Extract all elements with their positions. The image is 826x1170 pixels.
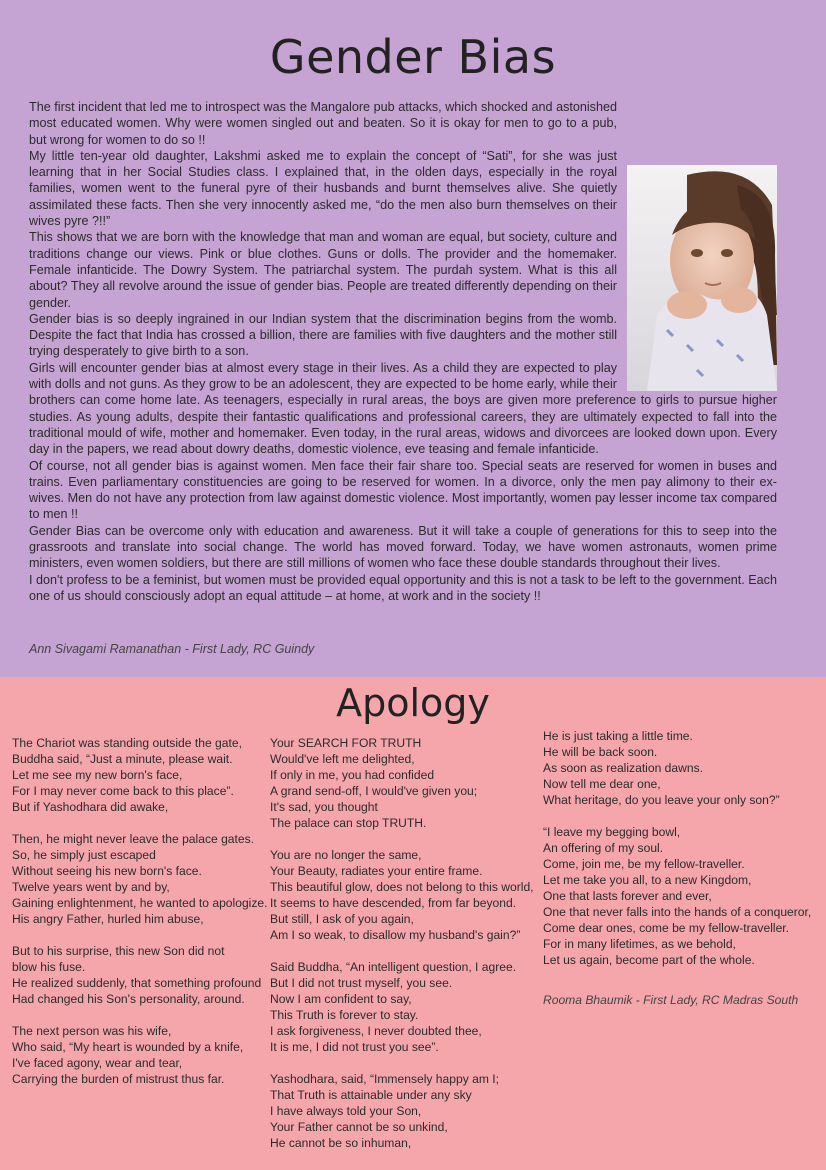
poem-line: He cannot be so inhuman, <box>270 1136 412 1150</box>
poem-line: Let me take you all, to a new Kingdom, <box>543 873 752 887</box>
poem-line: Your Father cannot be so unkind, <box>270 1120 448 1134</box>
poem-line: Let us again, become part of the whole. <box>543 953 755 967</box>
article-paragraph: Of course, not all gender bias is against women. Men face their fair share too. Special seats are reserved for women in buses and trains. Even parliamentary constituencies are going to be reserved for women. In a divorce, only the men pay alimony to their ex-wives. Men do not have any protection from law against domestic violence. Most importantly, women pay lesser income tax compared to men !! <box>29 458 777 522</box>
poem-line: Buddha said, “Just a minute, please wait. <box>12 752 233 766</box>
poem-line: Come, join me, be my fellow-traveller. <box>543 857 745 871</box>
poem-line: For I may never come back to this place”. <box>12 784 234 798</box>
poem-line: “I leave my begging bowl, <box>543 825 681 839</box>
poem-line: Now I am confident to say, <box>270 992 412 1006</box>
poem-line: Carrying the burden of mistrust thus far. <box>12 1072 225 1086</box>
poem-line: Your SEARCH FOR TRUTH <box>270 736 422 750</box>
poem-stanza <box>270 1071 540 1151</box>
poem-stanza <box>12 1023 272 1087</box>
poem-line: If only in me, you had confided <box>270 768 435 782</box>
poem-line: For in many lifetimes, as we behold, <box>543 937 736 951</box>
poem-line: Yashodhara, said, “Immensely happy am I; <box>270 1072 499 1086</box>
poem-line: Gaining enlightenment, he wanted to apologize. <box>12 896 268 910</box>
poem-stanza <box>12 735 272 815</box>
poem-line: Am I so weak, to disallow my husband's gain?” <box>270 928 521 942</box>
poem-line: But still, I ask of you again, <box>270 912 414 926</box>
article-paragraph: Gender bias is so deeply ingrained in our Indian system that the discrimination begins from the womb. Despite the fact that India has crossed a billion, there are families with five daughters and the mother still trying desperately to give birth to a son. <box>29 311 617 359</box>
article-paragraph: The first incident that led me to introspect was the Mangalore pub attacks, which shocked and astonished most educated women. Why were women singled out and beaten. So it is okay for men to go to a pub, but wrong for women to do so !! <box>29 100 617 147</box>
poem-line: Twelve years went by and by, <box>12 880 170 894</box>
article-paragraph: Gender Bias can be overcome only with education and awareness. But it will take a couple of generations for this to seep into the grassroots and translate into social change. The world has moved forward. Today, we have women astronauts, women prime ministers, even women soldiers, but there are still millions of women who face these double standards throughout their lives. <box>29 523 777 571</box>
poem-stanza <box>543 824 813 968</box>
poem-line: Said Buddha, “An intelligent question, I agree. <box>270 960 517 974</box>
poem-line: Would've left me delighted, <box>270 752 415 766</box>
poem-line: Then, he might never leave the palace gates. <box>12 832 255 846</box>
article-title: Gender Bias <box>269 30 557 84</box>
poem-line: Without seeing his new born's face. <box>12 864 202 878</box>
poem-line: He is just taking a little time. <box>543 729 693 743</box>
poem-line: The next person was his wife, <box>12 1024 172 1038</box>
poem-line: It is me, I did not trust you see”. <box>270 1040 439 1054</box>
poem-title: Apology <box>336 681 490 725</box>
poem-line: I've faced agony, wear and tear, <box>12 1056 183 1070</box>
article-paragraph: This shows that we are born with the knowledge that man and woman are equal, but society, culture and traditions change our views. Pink or blue clothes. Guns or dolls. The provider and the homemaker. Female infanticide. The Dowry System. The patriarchal system. The purdah system. What is this all about? They all revolve around the issue of gender bias. People are treated differently depending on their gender. <box>29 230 617 310</box>
poem-line: This beautiful glow, does not belong to this world, <box>270 880 534 894</box>
poem-line: He will be back soon. <box>543 745 658 759</box>
poem-line: Let me see my new born's face, <box>12 768 183 782</box>
poem-line: Who said, “My heart is wounded by a knife, <box>12 1040 244 1054</box>
poem-stanza <box>12 831 272 927</box>
poem-column-2 <box>270 735 540 1167</box>
poem-line: An offering of my soul. <box>543 841 664 855</box>
article-paragraph: My little ten-year old daughter, Lakshmi asked me to explain the concept of “Sati”, for she was just learning that in her Social Studies class. I explained that, in the olden days, especially in the royal families, women went to the funeral pyre of their husbands and burnt themselves alive. She quietly assimilated these facts. Then she very innocently asked me, “do the men also burn themselves on their wives pyre ?!!” <box>29 148 617 229</box>
poem-line: But I did not trust myself, you see. <box>270 976 453 990</box>
article-paragraph: Girls will encounter gender bias at almost every stage in their lives. As a child they are expected to play with dolls and not guns. As they grow to be an adolescent, they are expected to be home early, while their brothers can come home late. As teenagers, especially in rural areas, the boys are given more preference to girls to pursue higher studies. As young adults, despite their fantastic qualifications and professional careers, they are ultimately expected to fall into the traditional mould of wife, mother and homemaker. Even today, in the rural areas, widows and divorcees are looked down upon. Every day in the papers, we read about dowry deaths, domestic violence, eve teasing and female infanticide. <box>29 360 777 457</box>
poem-line: Had changed his Son's personality, around. <box>12 992 245 1006</box>
poem-line: He realized suddenly, that something profound <box>12 976 262 990</box>
article-paragraph: I don't profess to be a feminist, but women must be provided equal opportunity and this is not a task to be left to the government. Each one of us should consciously adopt an equal attitude – at home, at work and in the society !! <box>29 572 777 603</box>
poem-line: The palace can stop TRUTH. <box>270 816 427 830</box>
poem-line: Come dear ones, come be my fellow-traveller. <box>543 921 790 935</box>
girl-photo <box>627 165 777 391</box>
article-author: Ann Sivagami Ramanathan - First Lady, RC Guindy <box>29 642 315 656</box>
poem-line: A grand send-off, I would've given you; <box>270 784 478 798</box>
poem-stanza <box>543 728 813 808</box>
poem-line: His angry Father, hurled him abuse, <box>12 912 204 926</box>
poem-stanza <box>12 943 272 1007</box>
poem-line: blow his fuse. <box>12 960 86 974</box>
poem-column-3-stanzas <box>543 728 813 968</box>
poem-stanza <box>270 847 540 943</box>
poem-author: Rooma Bhaumik - First Lady, RC Madras South <box>543 993 799 1007</box>
poem-line: What heritage, do you leave your only son?” <box>543 793 780 807</box>
poem-column-3 <box>543 728 813 1008</box>
poem-line: The Chariot was standing outside the gate, <box>12 736 242 750</box>
poem-line: That Truth is attainable under any sky <box>270 1088 472 1102</box>
poem-line: It seems to have descended, from far beyond. <box>270 896 517 910</box>
poem-line: One that lasts forever and ever, <box>543 889 712 903</box>
poem-line: But if Yashodhara did awake, <box>12 800 169 814</box>
poem-stanza <box>270 959 540 1055</box>
article-body <box>29 99 777 604</box>
poem-line: So, he simply just escaped <box>12 848 156 862</box>
poem-line: As soon as realization dawns. <box>543 761 703 775</box>
poem-column-1 <box>12 735 272 1103</box>
poem-line: I have always told your Son, <box>270 1104 422 1118</box>
poem-line: This Truth is forever to stay. <box>270 1008 419 1022</box>
poem-line: Now tell me dear one, <box>543 777 661 791</box>
poem-line: You are no longer the same, <box>270 848 422 862</box>
poem-line: I ask forgiveness, I never doubted thee, <box>270 1024 482 1038</box>
poem-line: It's sad, you thought <box>270 800 378 814</box>
poem-stanza <box>270 735 540 831</box>
poem-line: But to his surprise, this new Son did not <box>12 944 225 958</box>
poem-line: One that never falls into the hands of a conqueror, <box>543 905 812 919</box>
poem-line: Your Beauty, radiates your entire frame. <box>270 864 483 878</box>
